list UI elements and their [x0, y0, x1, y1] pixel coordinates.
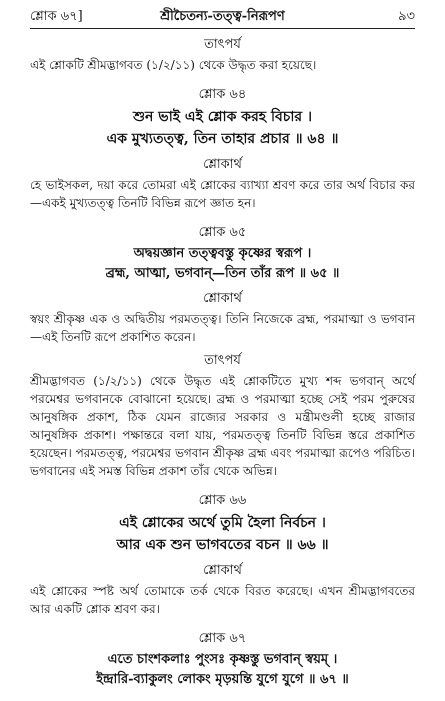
header-rule: [30, 28, 415, 29]
header-title: শ্রীচৈতন্য-তত্ত্ব-নিরূপণ: [160, 9, 285, 24]
translation-66: [30, 562, 415, 618]
verse-line: এক মুখ্যতত্ত্ব, তিন তাহার প্রচার ॥ ৬৪ ॥: [106, 131, 339, 147]
translation-64: [30, 156, 415, 212]
verse-line: শুন ভাই এই শ্লোক করহ বিচার ।: [132, 109, 312, 125]
verse-heading: শ্লোক ৬৪: [198, 87, 247, 102]
verse-line: ইন্দ্রারি-ব্যাকুলং লোকং মৃড়য়ন্তি যুগে যুগে ॥ ৬৭ ॥: [96, 672, 349, 687]
purport-text: শ্রীমদ্ভাগবত (১/২/১১) থেকে উদ্ধৃত এই শ্লোকটিতে মুখ্য শব্দ ভগবান্ অর্থে পরমেশ্বর ভগবানকে বোঝানো হয়েছে। ব্রহ্ম ও পরমাত্মা হচ্ছে সেই পরম পুরুষের আনুষঙ্গিক প্রকাশ, ঠিক যেমন রাজ্যের সরকার ও মন্ত্রীমণ্ডলী হচ্ছে রাজার আনুষঙ্গিক প্রকাশ। পক্ষান্তরে বলা যায়, পরমতত্ত্ব তিনটি বিভিন্ন স্তরে প্রকাশিত হয়েছেন। পরমতত্ত্ব, পরমেশ্বর ভগবান শ্রীকৃষ্ণ ব্রহ্ম এবং পরমাত্মা রূপেও পরিচিত। ভগবানের এই সমস্ত বিভিন্ন প্রকাশ তাঁর থেকে অভিন্ন।: [30, 374, 415, 478]
header-verse-ref: শ্লোক ৬৭]: [30, 9, 83, 24]
verse-heading: শ্লোক ৬৭: [198, 631, 247, 646]
translation-heading: শ্লোকার্থ: [203, 563, 242, 578]
purport-65: [30, 352, 415, 480]
translation-65: [30, 290, 415, 346]
verse-line: এতে চাংশকলাঃ পুংসঃ কৃষ্ণস্তু ভগবান্ স্বয়ম্ ।: [107, 652, 338, 667]
translation-heading: শ্লোকার্থ: [203, 291, 242, 306]
translation-heading: শ্লোকার্থ: [203, 157, 242, 172]
purport-heading: তাৎপর্য: [204, 353, 241, 368]
purport-section-1: [30, 36, 415, 74]
verse-67: [30, 630, 415, 690]
verse-line: এই শ্লোকের অর্থে তুমি হৈলা নির্বচন ।: [119, 515, 326, 531]
verse-line: আর এক শুন ভাগবতের বচন ॥ ৬৬ ॥: [116, 537, 329, 553]
translation-text: এই শ্লোকের স্পষ্ট অর্থ তোমাকে তর্ক থেকে বিরত করেছে। এখন শ্রীমদ্ভাগবতের আর একটি শ্লোক শ্রবণ কর।: [30, 584, 415, 616]
verse-heading: শ্লোক ৬৬: [198, 493, 247, 508]
verse-heading: শ্লোক ৬৫: [198, 225, 247, 240]
purport-text: এই শ্লোকটি শ্রীমদ্ভাগবত (১/২/১১) থেকে উদ্ধৃত করা হয়েছে।: [30, 58, 317, 72]
translation-text: হে ভাইসকল, দয়া করে তোমরা এই শ্লোকের ব্যাখ্যা শ্রবণ করে তার অর্থ বিচার কর—একই মুখ্যতত্ত্ব তিনটি বিভিন্ন রূপে জ্ঞাত হন।: [30, 178, 415, 210]
verse-64: [30, 86, 415, 150]
page-number: ৯৩: [398, 9, 415, 24]
verse-line: অদ্বয়জ্ঞান তত্ত্ববস্তু কৃষ্ণের স্বরূপ ।: [133, 246, 312, 261]
verse-65: [30, 224, 415, 284]
verse-line: ব্রহ্ম, আত্মা, ভগবান্—তিন তাঁর রূপ ॥ ৬৫ ॥: [105, 266, 340, 281]
page-header: [30, 8, 415, 26]
purport-heading: তাৎপর্য: [204, 37, 241, 52]
translation-text: স্বয়ং শ্রীকৃষ্ণ এক ও অদ্বিতীয় পরমতত্ত্ব। তিনি নিজেকে ব্রহ্ম, পরমাত্মা ও ভগবান—এই তিনটি রূপে প্রকাশিত করেন।: [30, 312, 415, 344]
verse-66: [30, 492, 415, 556]
